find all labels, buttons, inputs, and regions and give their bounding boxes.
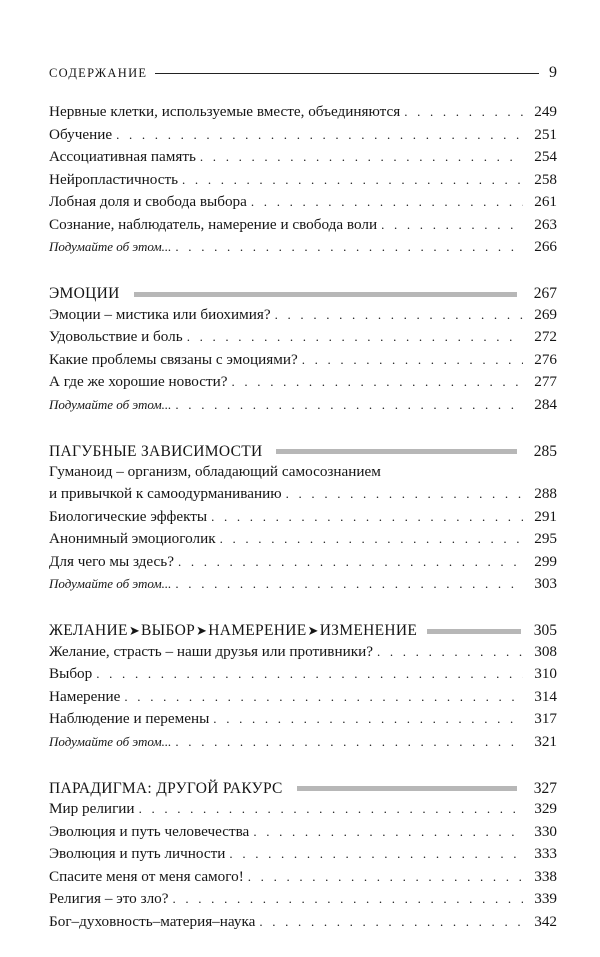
- entry-page: 263: [534, 215, 557, 233]
- toc-entry[interactable]: [49, 351, 557, 374]
- arrow-right-icon: ➤: [307, 623, 319, 638]
- section-page: 267: [533, 285, 557, 302]
- title-part: ВЫБОР: [141, 622, 195, 639]
- dot-leader: [124, 689, 523, 705]
- toc-entry[interactable]: [49, 643, 557, 666]
- dot-leader: [229, 846, 523, 862]
- toc-entry[interactable]: [49, 845, 557, 868]
- entry-title: Обучение: [49, 125, 113, 143]
- section-page: 327: [533, 779, 557, 797]
- dot-leader: [232, 374, 524, 390]
- entry-title: Подумайте об этом...: [49, 239, 172, 254]
- entry-title: Гуманоид – организм, обладающий самосознанием: [49, 463, 381, 480]
- toc-entry[interactable]: [49, 890, 557, 913]
- dot-leader: [200, 149, 523, 165]
- entry-page: 317: [534, 710, 557, 727]
- dot-leader: [172, 891, 523, 907]
- dot-leader: [182, 172, 523, 188]
- page-number: 9: [549, 64, 557, 81]
- toc-section: [49, 440, 557, 598]
- dot-leader: [377, 644, 523, 660]
- entry-title: Анонимный эмоциоголик: [49, 530, 216, 547]
- title-part: ЖЕЛАНИЕ: [49, 622, 128, 639]
- toc-entry[interactable]: [49, 171, 557, 194]
- entry-title: Подумайте об этом...: [49, 396, 172, 412]
- toc-section: [49, 283, 557, 419]
- dot-leader: [286, 486, 523, 502]
- entry-page: 266: [534, 238, 557, 255]
- toc-entry[interactable]: [49, 103, 557, 126]
- dot-leader: [116, 127, 523, 143]
- dot-leader: [175, 397, 523, 413]
- entry-title: Сознание, наблюдатель, намерение и свобода воли: [49, 215, 378, 233]
- entry-title: Выбор: [49, 665, 93, 682]
- dot-leader: [220, 531, 523, 547]
- toc-entry[interactable]: [49, 688, 557, 711]
- entry-page: 308: [534, 642, 557, 660]
- entry-page: 288: [534, 485, 557, 502]
- entry-page: 254: [534, 148, 557, 165]
- entry-page: 329: [534, 800, 557, 817]
- arrow-right-icon: ➤: [128, 623, 141, 638]
- entry-title: Религия – это зло?: [49, 890, 169, 907]
- toc-entry[interactable]: [49, 823, 557, 846]
- entry-page: 333: [534, 845, 557, 862]
- dot-leader: [275, 307, 523, 323]
- dot-leader: [253, 824, 523, 840]
- entry-page: 299: [534, 552, 557, 570]
- entry-title: Бог–духовность–материя–наука: [49, 912, 256, 930]
- toc-entry[interactable]: [49, 328, 557, 351]
- section-bar: [427, 629, 521, 634]
- toc-section: [49, 103, 557, 261]
- section-title: ПАРАДИГМА: ДРУГОЙ РАКУРС: [49, 779, 283, 797]
- section-page: 305: [533, 622, 557, 639]
- dot-leader: [251, 194, 523, 210]
- entry-title: Какие проблемы связаны с эмоциями?: [49, 350, 298, 368]
- section-heading[interactable]: [49, 620, 557, 643]
- entry-page: 249: [534, 103, 557, 120]
- entry-page: 269: [534, 305, 557, 323]
- running-header: [49, 63, 557, 83]
- entry-page: 330: [534, 822, 557, 840]
- section-bar: [134, 292, 517, 297]
- toc-entry[interactable]: [49, 913, 557, 936]
- entry-page: 261: [534, 193, 557, 210]
- toc-entry-think[interactable]: [49, 238, 557, 261]
- entry-page: 342: [534, 912, 557, 930]
- toc-entry[interactable]: [49, 193, 557, 216]
- toc-section: [49, 620, 557, 756]
- entry-page: 291: [534, 507, 557, 525]
- toc-entry[interactable]: [49, 148, 557, 171]
- section-heading[interactable]: [49, 777, 557, 800]
- dot-leader: [178, 554, 523, 570]
- entry-page: 310: [534, 665, 557, 682]
- title-part: НАМЕРЕНИЕ: [208, 622, 307, 639]
- entry-page: 338: [534, 867, 557, 885]
- title-part: ИЗМЕНЕНИЕ: [319, 622, 418, 639]
- toc-entry[interactable]: [49, 306, 557, 329]
- entry-page: 321: [534, 732, 557, 750]
- table-of-contents: [49, 103, 557, 957]
- toc-entry[interactable]: [49, 126, 557, 149]
- toc-entry[interactable]: [49, 373, 557, 396]
- toc-entry[interactable]: [49, 710, 557, 733]
- entry-title: А где же хорошие новости?: [49, 373, 228, 390]
- entry-title: Эволюция и путь личности: [49, 845, 226, 862]
- section-title: ЭМОЦИИ: [49, 285, 120, 302]
- dot-leader: [139, 801, 523, 817]
- section-heading[interactable]: [49, 283, 557, 306]
- dot-leader: [211, 509, 523, 525]
- toc-entry-line2[interactable]: [49, 485, 557, 508]
- toc-entry-think[interactable]: [49, 575, 557, 598]
- entry-title: Спасите меня от меня самого!: [49, 867, 244, 885]
- header-rule: [155, 73, 539, 74]
- entry-page: 339: [534, 890, 557, 907]
- section-title: [49, 622, 417, 640]
- entry-page: 303: [534, 575, 557, 592]
- section-title: ПАГУБНЫЕ ЗАВИСИМОСТИ: [49, 442, 263, 460]
- entry-title: Намерение: [49, 687, 121, 705]
- entry-page: 272: [534, 328, 557, 345]
- dot-leader: [213, 711, 523, 727]
- dot-leader: [175, 576, 523, 592]
- toc-entry[interactable]: [49, 553, 557, 576]
- entry-title: Биологические эффекты: [49, 507, 208, 525]
- entry-page: 284: [534, 395, 557, 413]
- dot-leader: [381, 217, 523, 233]
- toc-entry[interactable]: [49, 800, 557, 823]
- dot-leader: [96, 666, 523, 682]
- entry-title: Наблюдение и перемены: [49, 710, 210, 727]
- entry-title: Желание, страсть – наши друзья или противники?: [49, 642, 373, 660]
- section-heading[interactable]: [49, 440, 557, 463]
- section-page: 285: [533, 442, 557, 460]
- dot-leader: [248, 869, 523, 885]
- toc-entry-line1[interactable]: [49, 463, 557, 485]
- entry-title: Мир религии: [49, 800, 135, 817]
- arrow-right-icon: ➤: [196, 623, 208, 638]
- dot-leader: [175, 239, 523, 255]
- dot-leader: [404, 104, 523, 120]
- toc-entry[interactable]: [49, 216, 557, 239]
- dot-leader: [175, 734, 523, 750]
- entry-title: Для чего мы здесь?: [49, 552, 174, 570]
- entry-title-cont: и привычкой к самоодурманиванию: [49, 485, 282, 502]
- section-bar: [297, 786, 517, 791]
- toc-entry-think[interactable]: [49, 396, 557, 419]
- entry-page: 258: [534, 170, 557, 188]
- entry-title: Подумайте об этом...: [49, 733, 172, 749]
- toc-entry[interactable]: [49, 508, 557, 531]
- entry-page: 251: [534, 125, 557, 143]
- entry-title: Эволюция и путь человечества: [49, 822, 250, 840]
- toc-entry[interactable]: [49, 530, 557, 553]
- entry-title: Подумайте об этом...: [49, 576, 172, 591]
- dot-leader: [187, 329, 523, 345]
- section-bar: [276, 449, 517, 454]
- entry-title: Удовольствие и боль: [49, 328, 183, 345]
- entry-page: 277: [534, 373, 557, 390]
- toc-entry[interactable]: [49, 868, 557, 891]
- entry-page: 276: [534, 350, 557, 368]
- dot-leader: [302, 352, 523, 368]
- toc-entry-think[interactable]: [49, 733, 557, 756]
- entry-page: 295: [534, 530, 557, 547]
- header-title: СОДЕРЖАНИЕ: [49, 65, 148, 80]
- toc-section: [49, 777, 557, 935]
- entry-title: Ассоциативная память: [49, 148, 196, 165]
- entry-title: Нейропластичность: [49, 170, 179, 188]
- entry-title: Лобная доля и свобода выбора: [49, 193, 247, 210]
- dot-leader: [259, 914, 523, 930]
- toc-entry[interactable]: [49, 665, 557, 688]
- entry-page: 314: [534, 687, 557, 705]
- entry-title: Нервные клетки, используемые вместе, объединяются: [49, 103, 401, 120]
- entry-title: Эмоции – мистика или биохимия?: [49, 305, 271, 323]
